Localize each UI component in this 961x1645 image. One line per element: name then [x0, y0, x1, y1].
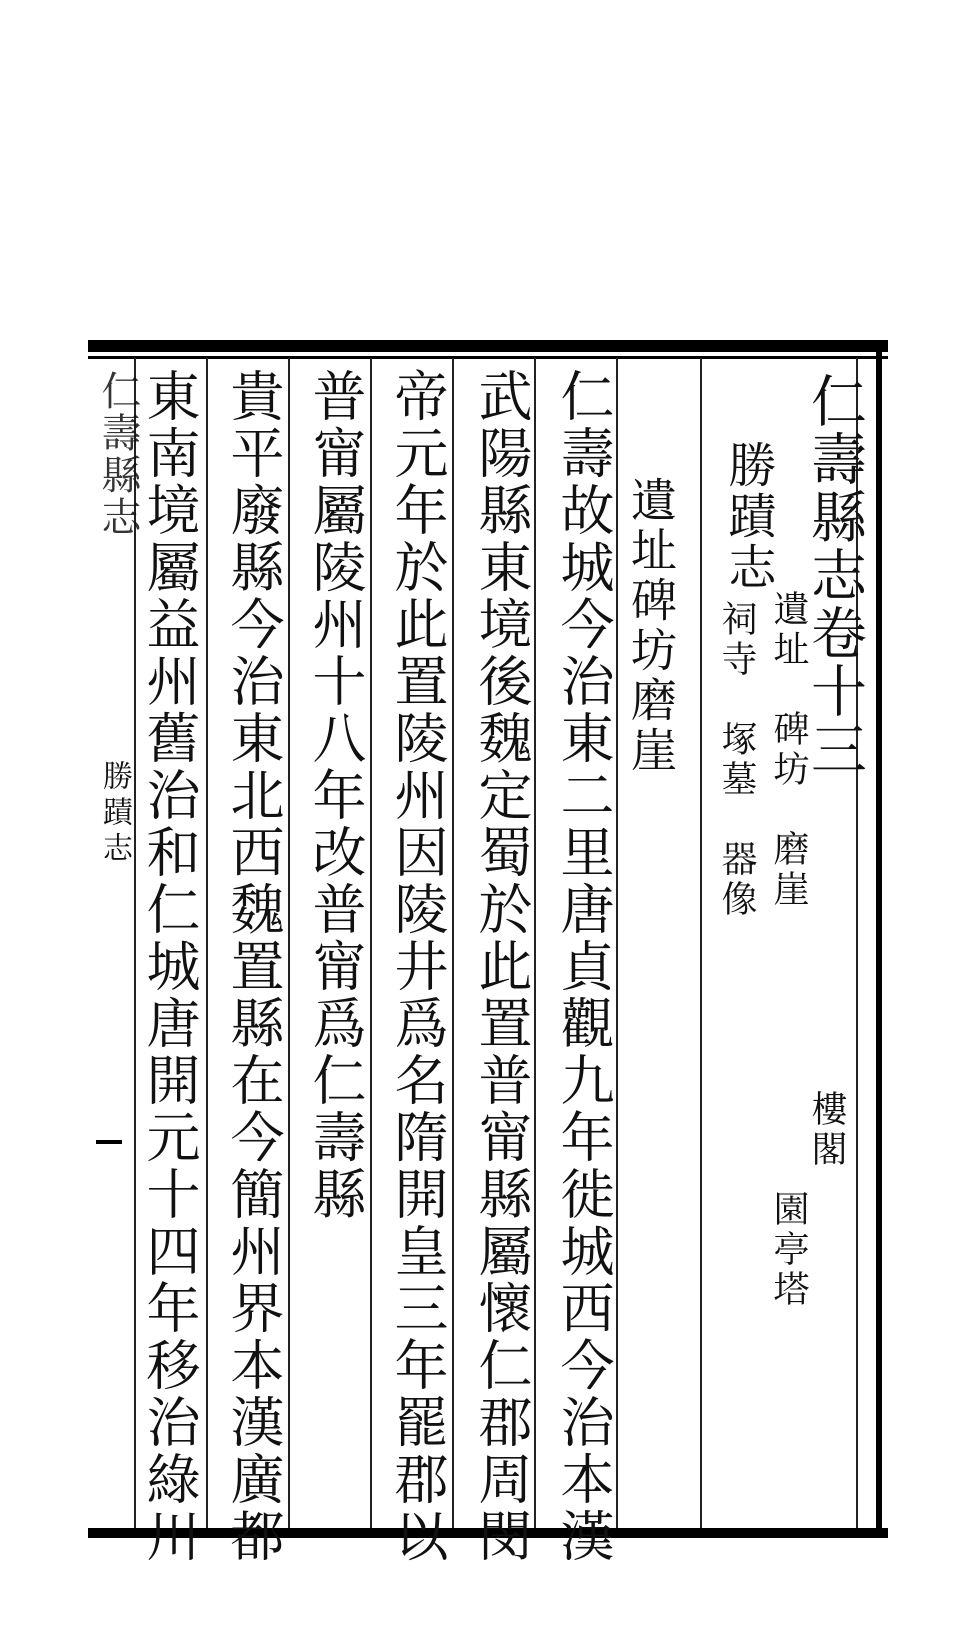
text-column: 貴平廢縣今治東北西魏置縣在今簡州界本漢廣都	[222, 368, 285, 1565]
text-column: 仁壽故城今治東二里唐貞觀九年徙城西今治本漢	[552, 368, 615, 1565]
text-column: 武陽縣東境後魏定蜀於此置普甯縣屬懷仁郡周閔	[470, 368, 533, 1565]
text-column: 普甯屬陵州十八年改普甯爲仁壽縣	[304, 368, 367, 1223]
catalog-items-row4: 園亭塔	[768, 1190, 809, 1310]
volume-title: 仁壽縣志卷十三	[802, 372, 867, 778]
top-border	[88, 340, 888, 352]
margin-mark	[96, 1140, 122, 1144]
catalog-items-row1: 遺址 碑坊 磨崖	[768, 590, 809, 910]
column-rule	[206, 358, 208, 1528]
column-rule	[534, 358, 536, 1528]
catalog-name: 勝蹟志	[720, 440, 776, 593]
catalog-items-row2: 祠寺 塚墓 器像	[716, 600, 757, 920]
margin-book-title: 仁壽縣志	[95, 370, 141, 538]
column-rule	[288, 358, 290, 1528]
text-column: 帝元年於此置陵州因陵井爲名隋開皇三年罷郡以	[386, 368, 449, 1565]
column-rule	[700, 358, 702, 1528]
column-rule	[452, 358, 454, 1528]
section-heading: 遺址碑坊磨崖	[624, 476, 678, 776]
right-border	[876, 340, 882, 1538]
margin-section-label: 勝蹟志	[97, 760, 132, 868]
text-column: 東南境屬益州舊治和仁城唐開元十四年移治綠川	[138, 368, 201, 1565]
top-border-inner	[88, 356, 888, 359]
column-rule	[616, 358, 618, 1528]
column-rule	[370, 358, 372, 1528]
catalog-items-row3: 樓閣	[806, 1090, 847, 1170]
